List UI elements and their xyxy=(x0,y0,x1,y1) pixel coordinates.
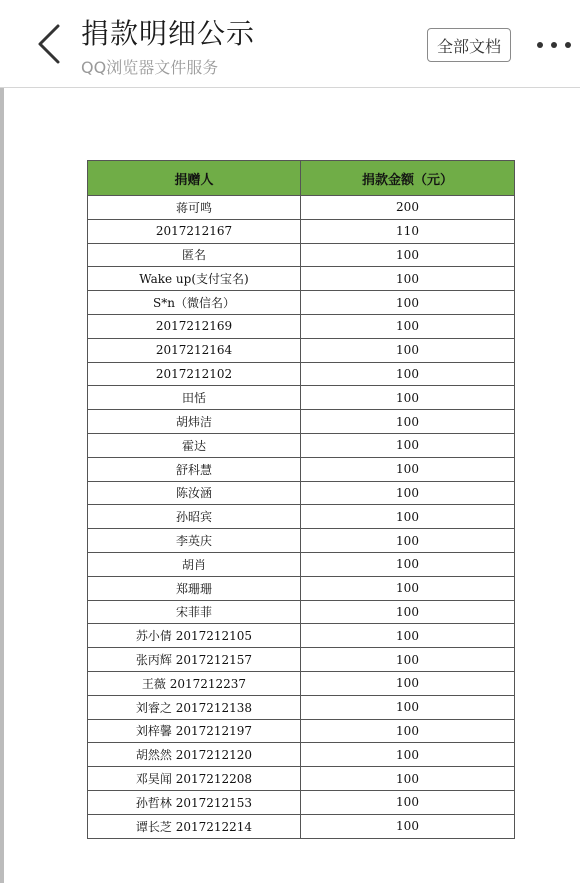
table-row xyxy=(88,481,515,505)
table-row xyxy=(88,243,515,267)
table-body xyxy=(88,196,515,839)
table-row xyxy=(88,196,515,220)
amount-cell: 100 xyxy=(301,814,515,838)
page-title: 捐款明细公示 xyxy=(81,17,256,50)
amount-cell: 100 xyxy=(301,433,515,457)
table-row xyxy=(88,219,515,243)
table-row xyxy=(88,552,515,576)
donor-cell: 宋菲菲 xyxy=(88,600,301,624)
amount-cell: 100 xyxy=(301,338,515,362)
donor-cell: 孙昭宾 xyxy=(88,505,301,529)
table-row xyxy=(88,291,515,315)
back-button[interactable] xyxy=(30,22,70,66)
donor-cell: 刘梓馨 2017212197 xyxy=(88,719,301,743)
more-button[interactable] xyxy=(530,30,574,60)
donor-cell: 舒科慧 xyxy=(88,457,301,481)
amount-cell: 100 xyxy=(301,767,515,791)
table-row xyxy=(88,719,515,743)
table-row xyxy=(88,814,515,838)
donor-cell: 田恬 xyxy=(88,386,301,410)
donor-cell: 刘睿之 2017212138 xyxy=(88,695,301,719)
all-documents-button[interactable]: 全部文档 xyxy=(427,28,511,62)
donor-cell: 2017212169 xyxy=(88,314,301,338)
donor-cell: Wake up(支付宝名) xyxy=(88,267,301,291)
table-row xyxy=(88,457,515,481)
amount-cell: 100 xyxy=(301,552,515,576)
table-row xyxy=(88,410,515,434)
amount-cell: 100 xyxy=(301,505,515,529)
amount-cell: 100 xyxy=(301,410,515,434)
table-row xyxy=(88,600,515,624)
table-row xyxy=(88,695,515,719)
table-row xyxy=(88,338,515,362)
amount-cell: 200 xyxy=(301,196,515,220)
table-row xyxy=(88,386,515,410)
amount-cell: 100 xyxy=(301,671,515,695)
amount-cell: 100 xyxy=(301,243,515,267)
donor-cell: 胡炜洁 xyxy=(88,410,301,434)
table-row xyxy=(88,529,515,553)
amount-cell: 100 xyxy=(301,362,515,386)
amount-cell: 100 xyxy=(301,314,515,338)
donation-table xyxy=(87,160,515,839)
amount-cell: 100 xyxy=(301,386,515,410)
table-row xyxy=(88,743,515,767)
donor-cell: 张丙辉 2017212157 xyxy=(88,648,301,672)
amount-cell: 100 xyxy=(301,790,515,814)
amount-cell: 100 xyxy=(301,600,515,624)
page-subtitle: QQ浏览器文件服务 xyxy=(81,58,219,77)
table-row xyxy=(88,267,515,291)
donor-cell: 邓昊闻 2017212208 xyxy=(88,767,301,791)
amount-cell: 110 xyxy=(301,219,515,243)
table-row xyxy=(88,648,515,672)
donor-cell: 苏小倩 2017212105 xyxy=(88,624,301,648)
amount-cell: 100 xyxy=(301,267,515,291)
donor-cell: 蒋可鸣 xyxy=(88,196,301,220)
table-row xyxy=(88,767,515,791)
table-row xyxy=(88,362,515,386)
donor-cell: S*n（微信名） xyxy=(88,291,301,315)
amount-cell: 100 xyxy=(301,648,515,672)
amount-cell: 100 xyxy=(301,695,515,719)
table-row xyxy=(88,505,515,529)
amount-cell: 100 xyxy=(301,529,515,553)
amount-cell: 100 xyxy=(301,481,515,505)
donor-cell: 陈汝涵 xyxy=(88,481,301,505)
amount-cell: 100 xyxy=(301,719,515,743)
amount-cell: 100 xyxy=(301,576,515,600)
amount-cell: 100 xyxy=(301,624,515,648)
donor-cell: 2017212164 xyxy=(88,338,301,362)
app-header xyxy=(0,0,580,88)
table-header-row xyxy=(88,161,515,196)
document-edge xyxy=(0,88,4,883)
donor-cell: 2017212102 xyxy=(88,362,301,386)
chevron-left-icon xyxy=(30,22,70,66)
amount-cell: 100 xyxy=(301,743,515,767)
donor-cell: 李英庆 xyxy=(88,529,301,553)
donor-cell: 谭长芝 2017212214 xyxy=(88,814,301,838)
more-dots-icon xyxy=(530,30,574,60)
table-row xyxy=(88,433,515,457)
donor-cell: 孙哲林 2017212153 xyxy=(88,790,301,814)
amount-cell: 100 xyxy=(301,291,515,315)
donor-cell: 2017212167 xyxy=(88,219,301,243)
column-header-amount: 捐款金额（元） xyxy=(301,161,515,196)
donor-cell: 匿名 xyxy=(88,243,301,267)
donor-cell: 胡肖 xyxy=(88,552,301,576)
table-row xyxy=(88,576,515,600)
donor-cell: 王薇 2017212237 xyxy=(88,671,301,695)
table-row xyxy=(88,314,515,338)
donor-cell: 霍达 xyxy=(88,433,301,457)
amount-cell: 100 xyxy=(301,457,515,481)
table-row xyxy=(88,624,515,648)
table-row xyxy=(88,671,515,695)
donor-cell: 郑珊珊 xyxy=(88,576,301,600)
donor-cell: 胡然然 2017212120 xyxy=(88,743,301,767)
table-row xyxy=(88,790,515,814)
column-header-donor: 捐赠人 xyxy=(88,161,301,196)
